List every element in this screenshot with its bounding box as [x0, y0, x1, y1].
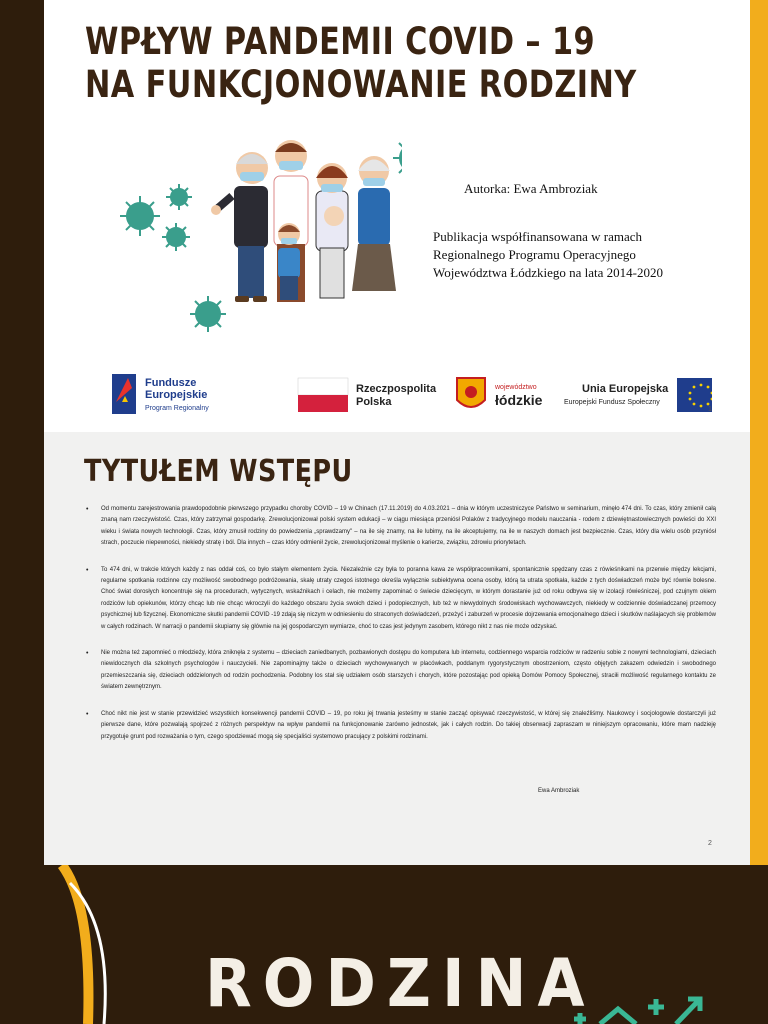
slide-2 — [0, 432, 768, 865]
family-illustration — [72, 126, 402, 341]
rp-line1: Rzeczpospolita — [356, 383, 437, 395]
slide-3 — [0, 865, 768, 1024]
paragraph: • Choć nikt nie jest w stanie przewidzieć wszystkich konsekwencji pandemii COVID – 19, po roku jej trwania jesteśmy w stanie zacząć opisywać rzeczywistość, w której się znaleźliśmy. Naukowcy i socjologowie dostarczyli już pierwsze dane, które pozwalają spojrzeć z różnych perspektyw na wpływ pandemii na funkcjonowanie zarówno jednostek, jak i całych rodzin. Do takiej obserwacji zapraszam w niniejszym opracowaniu, które mam nadzieję przygotuje grunt pod rozważania o tym, czego spodziewać mogą się specjaliści systemowo pracujący z polskimi rodzinami. — [86, 709, 716, 743]
slide-2-title: TYTUŁEM WSTĘPU — [84, 454, 353, 489]
fe-line3: Program Regionalny — [145, 405, 209, 412]
ue-line2: Europejski Fundusz Społeczny — [564, 399, 660, 406]
slide-2-panel — [44, 432, 750, 865]
wojewodztwo-lodzkie-logo — [457, 378, 543, 408]
gold-accent-bar — [750, 432, 768, 865]
title-line-2: NA FUNKCJONOWANIE RODZINY — [85, 63, 637, 106]
publication-line: Publikacja współfinansowana w ramach — [433, 229, 643, 244]
publication-note — [433, 228, 733, 282]
paragraph: • Nie można też zapomnieć o młodzieży, która zniknęła z systemu – dzieciach zaniedbanych, pozbawionych dostępu do komputera lub internetu, codziennego wsparcia rodziców w radzeniu sobie z nowymi technologiami, dzieciach niewidocznych dla szkolnych psychologów i nauczycieli. Nie zapominajmy także o dzieciach wychowywanych w placówkach, poddanym rygorystycznym obostrzeniom, często objętych zakazem odwiedzin i swobodnego przemieszczania się, dzieciach oddzielonych od rodzin pochodzenia. Podobny los stał się udziałem osób starszych i chorych, które pozostając pod opieką Domów Pomocy Społecznej, straciłi możliwość regularnego kontaktu ze światem zewnętrznym. — [86, 648, 716, 694]
slide-3-title: RODZINA — [205, 945, 596, 1022]
grandfather-figure — [211, 152, 268, 302]
publication-line: Województwa Łódzkiego na lata 2014-2020 — [433, 265, 663, 280]
slide-1-panel — [44, 0, 750, 432]
grandmother-figure — [352, 156, 396, 291]
child-figure — [278, 223, 300, 300]
paragraph: • To 474 dni, w trakcie których każdy z nas oddał coś, co było stałym elementem życia. Niezależnie czy była to poranna kawa ze współpracownikami, spontanicznie spędzany czas z rówieśnikami na przerwie między lekcjami, regularne spotkania rodzinne czy możliwość swobodnego podróżowania, skalę utraty czegoś istotnego określa wyłącznie subiektywna ocena osoby, którą ta utrata spotkała, każde z tych doświadczeń może być równie bolesne. Choć świat dorosłych koncentruje się na procedurach, wytycznych, wskaźnikach i celach, nie możemy zapominać o świecie dziecięcym, w którym dorastanie już od roku odbywa się w izolacji rówieśniczej, pod czujnym okiem rodziców lub opiekunów, którzy chcąc lub nie chcąc wkroczyli do każdego obszaru życia swoich dzieci i podopiecznych, lub też w niewydolnych środowiskach wychowawczych, niekiedy w codziennie doświadczanej przemocy psychicznej lub fizycznej. Ekonomiczne skutki pandemii COVID -19 zdają się niczym w odniesieniu do straconych doświadczeń, przeżyć i zaburzeń w procesie dojrzewania emocjonalnego dzieci i skutków naślajacych się problemów w całych rodzinach. W narracji o pandemii skupiamy się głównie na jej gospodarczym wymiarze, choć to czas jest jedynym zasobem, którego nikt z nas nie może odzyskać. — [86, 565, 716, 633]
author-line: Autorka: Ewa Ambroziak — [464, 181, 598, 196]
gold-accent-bar — [750, 0, 768, 432]
rp-line2: Polska — [356, 396, 392, 408]
title-line-1: WPŁYW PANDEMII COVID – 19 — [85, 20, 595, 63]
unia-europejska-logo — [564, 378, 712, 412]
fundusze-europejskie-logo — [112, 374, 209, 414]
slide-1 — [0, 0, 768, 432]
mother-figure — [316, 163, 348, 298]
fe-line1: Fundusze — [145, 377, 197, 389]
publication-line: Regionalnego Programu Operacyjnego — [433, 247, 636, 262]
ue-line1: Unia Europejska — [582, 383, 669, 395]
page-number: 1 — [708, 406, 712, 413]
fe-line2: Europejskie — [145, 389, 208, 401]
funding-logos-bar — [112, 372, 712, 420]
intro-text — [86, 504, 716, 758]
paragraph: • Od momentu zarejestrowania prawdopodobnie pierwszego przypadku choroby COVID – 19 w Chinach (17.11.2019) do 4.03.2021 – dnia w którym uczestniczyce Państwo w seminarium, minęło 474 dni. To czas, który zmienił całą znaną nam rzeczywistość. Czas, który zatrzymał gospodarkę. Zrewolucjonizował polski system edukacji – w ciągu miesiąca przeniósł Polaków z tradycyjnego modelu nauczania - rodem z dziewiętnastowiecznych powieści do XXI wieku i świata nowych technologii. Czas, który zmusił rodziny do powiedzenia „sprawdzamy" – na ile się znamy, na ile lubimy, na ile akceptujemy, na ile w naszych domach jest bezpiecznie. Czas, który dla wielu osób przyniósł strach, poczucie niepewności, niekiedy stratę i ból. Dla innych – czas który odmienił życie, zrewolucjonizował myślenie o karierze, związku, zdrowiu priorytetach. — [86, 504, 716, 550]
lodz-big: łódzkie — [495, 392, 543, 408]
page-number: 2 — [708, 840, 712, 847]
slide-1-title — [85, 20, 637, 106]
lodz-small: województwo — [495, 384, 537, 391]
rzeczpospolita-polska-logo — [298, 378, 437, 412]
signature: Ewa Ambroziak — [538, 788, 580, 794]
